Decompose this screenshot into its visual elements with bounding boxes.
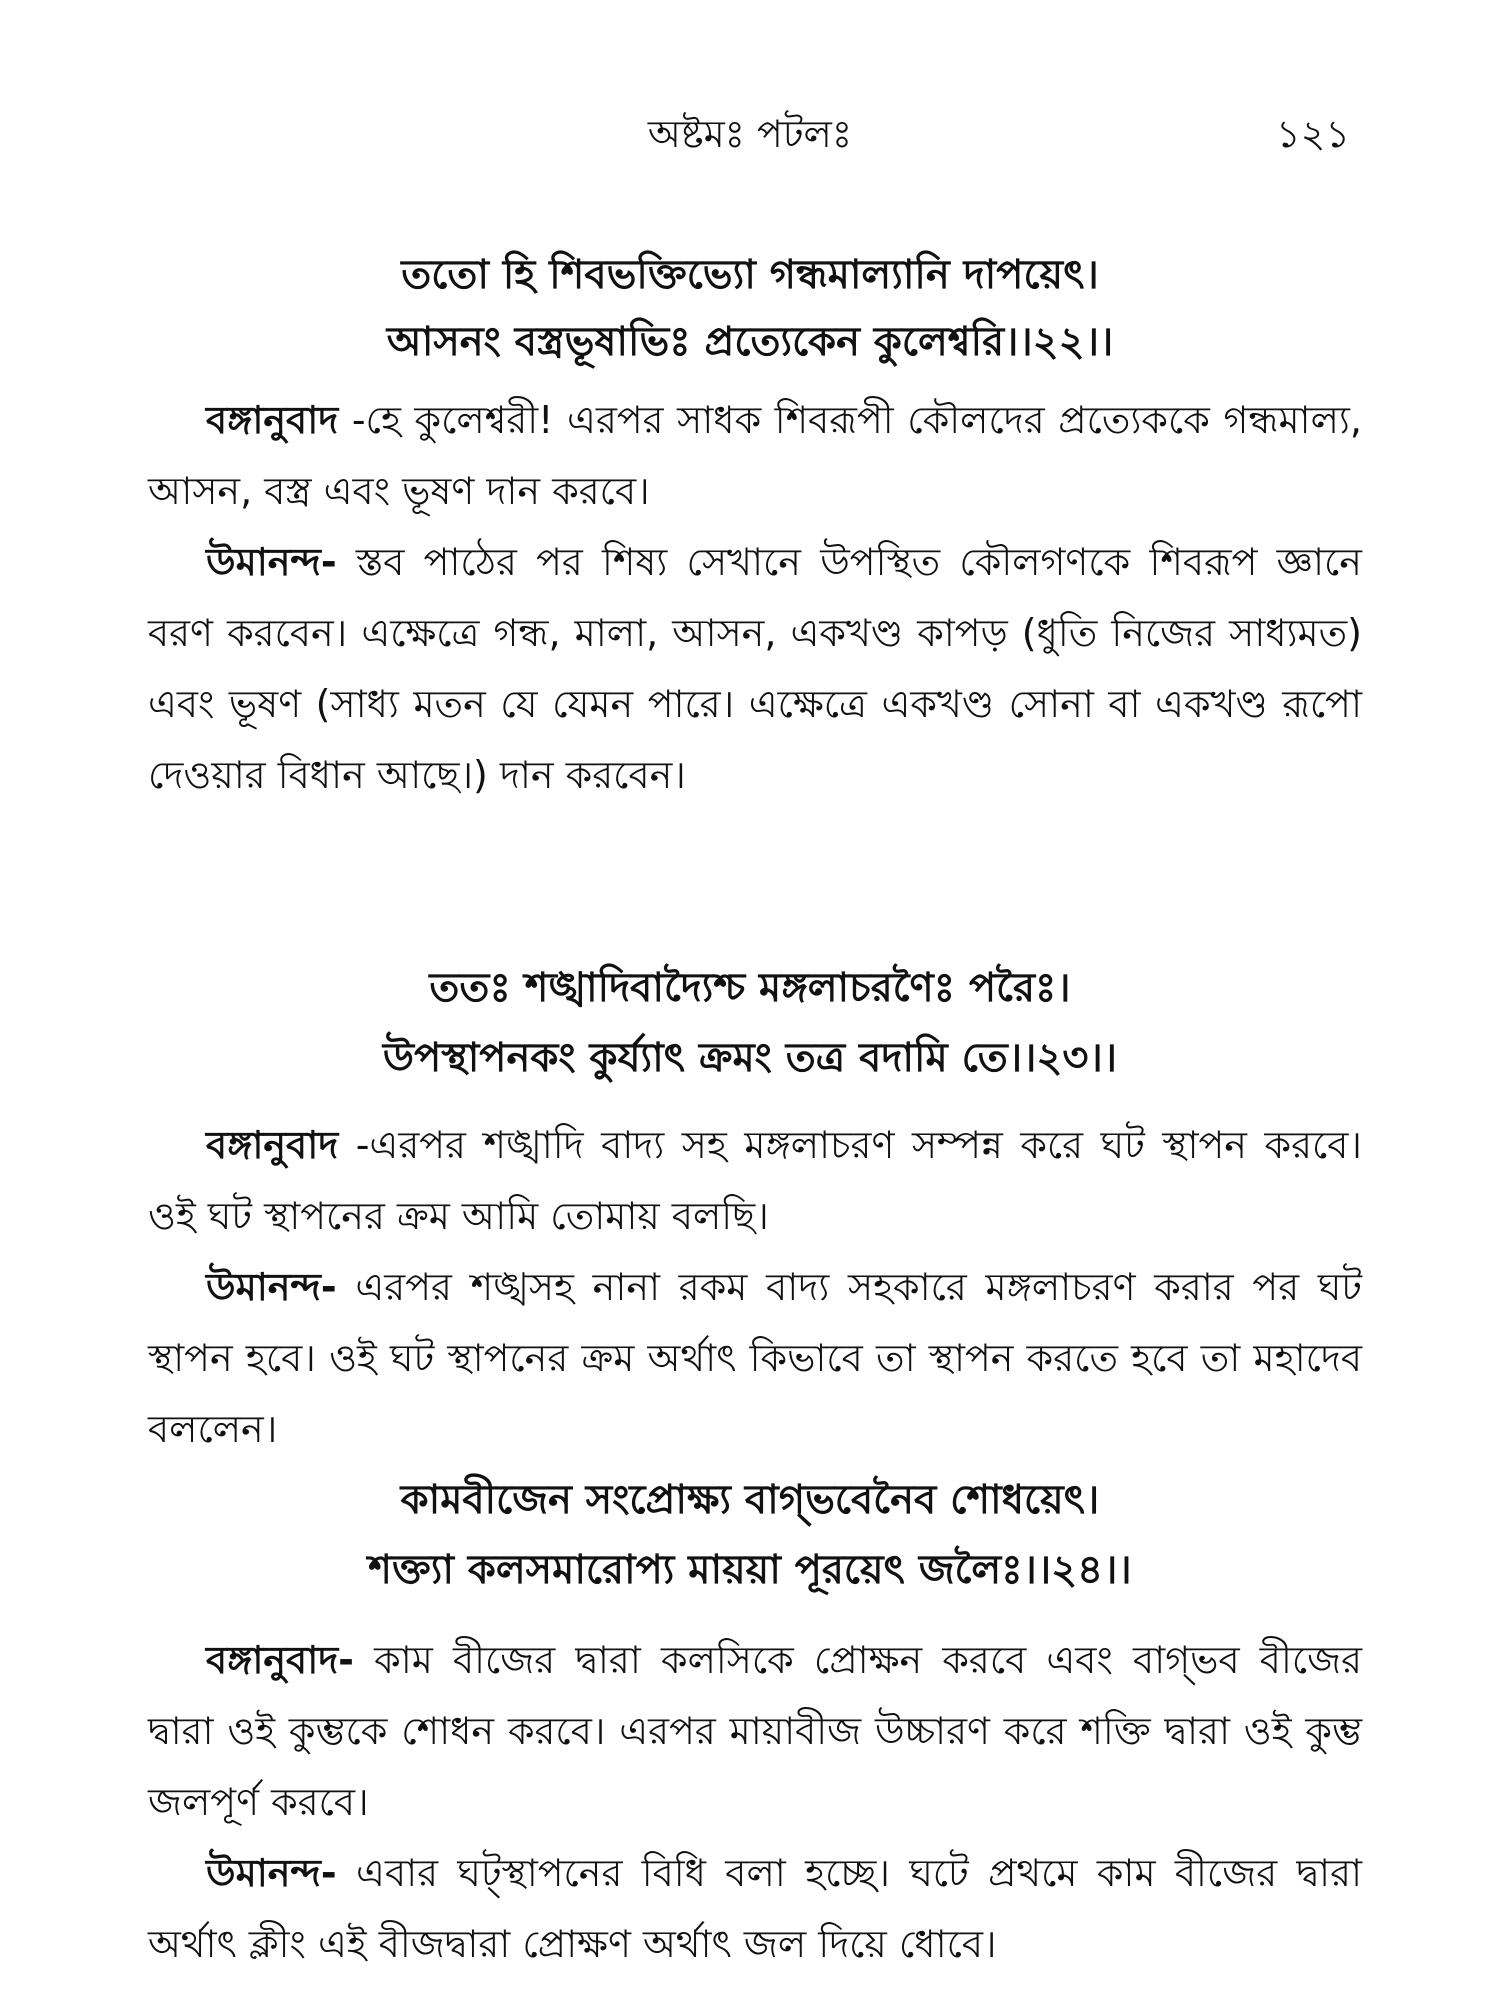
verse-24-line-2: শক্ত্যা কলসমারোপ্য মায়য়া পূরয়েৎ জলৈঃ।।২৪।। [368, 1547, 1132, 1593]
verse-23-line-1: ততঃ শঙ্খাদিবাদ্যৈশ্চ মঙ্গলাচরণৈঃ পরৈঃ। [429, 965, 1071, 1011]
translation-text: -হে কুলেশ্বরী! এরপর সাধক শিবরূপী কৌলদের প্রত্যেককে গন্ধমাল্য, আসন, বস্ত্র এবং ভূষণ দান করবে। [148, 398, 1362, 513]
running-head-title: অষ্টমঃ পটলঃ [647, 112, 853, 156]
commentary-label: উমানন্দ- [206, 1265, 337, 1309]
commentary-text: এরপর শঙ্খসহ নানা রকম বাদ্য সহকারে মঙ্গলাচরণ করার পর ঘট স্থাপন হবে। ওই ঘট স্থাপনের ক্রম অর্থাৎ কিভাবে তা স্থাপন করতে হবে তা মহাদেব বললেন। [148, 1265, 1362, 1451]
commentary-label: উমানন্দ- [206, 540, 337, 584]
translation-paragraph [148, 385, 1362, 527]
translation-label: বঙ্গানুবাদ [206, 398, 339, 442]
block-24-text [148, 1625, 1362, 1980]
commentary-paragraph [148, 1252, 1362, 1465]
translation-text: কাম বীজের দ্বারা কলসিকে প্রোক্ষন করবে এবং বাগ্‌ভব বীজের দ্বারা ওই কুম্ভকে শোধন করবে। এরপর মায়াবীজ উচ্চারণ করে শক্তি দ্বারা ওই কুম্ভ জলপূর্ণ করবে। [148, 1638, 1362, 1824]
commentary-text: এবার ঘট্‌স্থাপনের বিধি বলা হচ্ছে। ঘটে প্রথমে কাম বীজের দ্বারা অর্থাৎ ক্লীং এই বীজদ্বারা প্রোক্ষণ অর্থাৎ জল দিয়ে ধোবে। [148, 1851, 1362, 1966]
translation-paragraph [148, 1110, 1362, 1252]
block-23-text [148, 1110, 1362, 1465]
verse-22-line-2: আসনং বস্ত্রভূষাভিঃ প্রত্যেকেন কুলেশ্বরি।।২২।। [386, 319, 1114, 365]
commentary-label: উমানন্দ- [206, 1851, 337, 1895]
commentary-text: স্তব পাঠের পর শিষ্য সেখানে উপস্থিত কৌলগণকে শিবরূপ জ্ঞানে বরণ করবেন। এক্ষেত্রে গন্ধ, মালা, আসন, একখণ্ড কাপড় (ধুতি নিজের সাধ্যমত) এবং ভূষণ (সাধ্য মতন যে যেমন পারে। এক্ষেত্রে একখণ্ড সোনা বা একখণ্ড রূপো দেওয়ার বিধান আছে।) দান করবেন। [148, 540, 1362, 797]
verse-24-line-1: কামবীজেন সংপ্রোক্ষ্য বাগ্‌ভবেনৈব শোধয়েৎ। [400, 1477, 1100, 1523]
verse-23-line-2: উপস্থাপনকং কুর্য্যাৎ ক্রমং তত্র বদামি তে।।২৩।। [382, 1035, 1118, 1081]
translation-label: বঙ্গানুবাদ- [206, 1638, 354, 1682]
commentary-paragraph [148, 1838, 1362, 1980]
translation-paragraph [148, 1625, 1362, 1838]
verse-22-line-1: ততো হি শিবভক্তিভ্যো গন্ধমাল্যানি দাপয়েৎ। [401, 252, 1099, 298]
translation-label: বঙ্গানুবাদ [206, 1123, 339, 1167]
translation-text: -এরপর শঙ্খাদি বাদ্য সহ মঙ্গলাচরণ সম্পন্ন করে ঘট স্থাপন করবে। ওই ঘট স্থাপনের ক্রম আমি তোমায় বলছি। [148, 1123, 1362, 1238]
block-22-text [148, 385, 1362, 811]
page-number: ১২১ [1275, 112, 1350, 156]
commentary-paragraph [148, 527, 1362, 811]
